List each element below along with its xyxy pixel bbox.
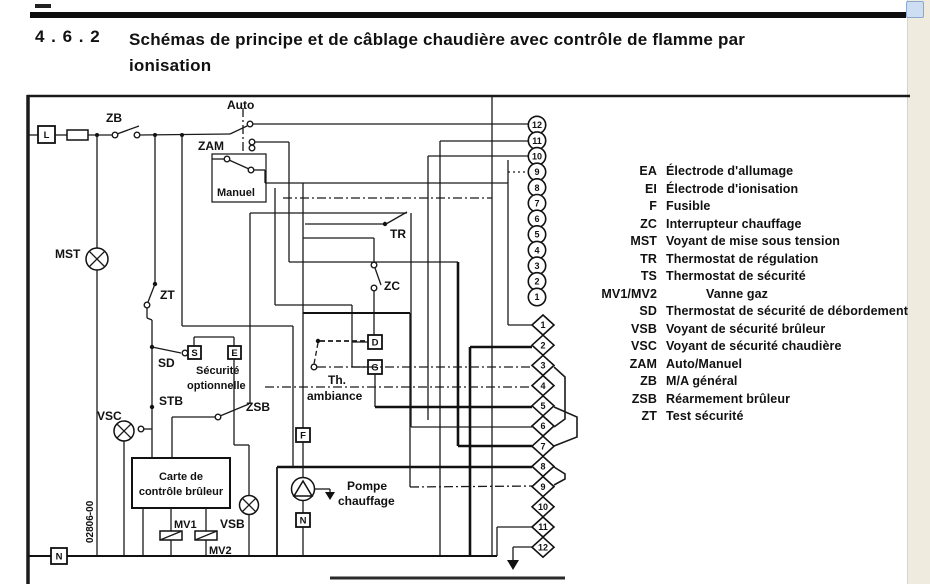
legend-label: Auto/Manuel [666,356,743,371]
legend-abbr: SD [639,304,657,318]
legend-label: Test sécurité [666,409,744,423]
switch-ZSB [172,400,270,458]
vsb-label: VSB [220,517,245,531]
legend-abbr: TR [640,251,657,266]
securite-label1: Sécurité [196,365,240,377]
title-line1: Schémas de principe et de câblage chaudière avec contrôle de flamme par [129,30,746,49]
pompe-label2: chauffage [338,494,395,508]
th-label2: ambiance [307,389,363,403]
schematic-ref-number: 02806-00 [85,500,96,543]
lamp-MST [55,135,108,556]
terminal-F-label: F [300,430,306,442]
terminal-circle-number: 4 [534,245,540,256]
legend-label: Voyant de sécurité chaudière [666,339,842,353]
legend-label: Voyant de sécurité brûleur [666,321,826,336]
terminal-circle-number: 11 [532,135,542,146]
ground-icon [507,560,519,570]
legend-label: Électrode d'allumage [666,164,794,178]
legend-abbr: TS [640,269,657,283]
terminal-N-label: N [55,551,63,563]
connector-strip [532,315,554,557]
switch-TR-blade [386,212,407,224]
terminal-circle-number: 5 [534,229,540,240]
legend-label: Thermostat de régulation [666,251,819,266]
legend-label: Thermostat de sécurité de débordement [666,304,908,318]
legend-abbr: VSB [630,321,657,336]
terminal-circle-number: 10 [531,151,543,162]
terminal-E-label: E [231,348,238,359]
legend-label: M/A général [666,374,738,388]
lamp-VSC [97,409,152,556]
switch-ZB-label: ZB [106,111,122,125]
manuel-label: Manuel [217,187,255,199]
connector-diamond-number: 6 [540,421,546,432]
terminal-L-label: L [43,130,50,141]
connector-diamond-number: 4 [540,380,546,391]
mst-label: MST [55,247,81,261]
terminal-G-label: G [371,362,379,374]
legend-label: Voyant de mise sous tension [666,234,841,248]
terminal-N2-label: N [299,515,307,527]
legend-abbr: ZC [640,216,657,231]
terminal-circle-number: 8 [534,182,540,193]
mv2-label: MV2 [209,545,232,557]
carte-label1: Carte de [158,471,204,483]
legend-abbr: ZSB [631,391,657,406]
terminal-circle-number: 3 [534,260,540,271]
connector-diamond-number: 2 [540,340,546,351]
neutral-rail [28,548,497,564]
title-line2: ionisation [129,56,212,75]
legend-label: Thermostat de sécurité [666,269,806,283]
burner-control-board [132,458,232,557]
legend-label: Vanne gaz [706,286,769,301]
switch-ZAM-blade [230,126,247,134]
sd-label: SD [158,356,175,370]
terminal-strip [528,116,545,305]
terminal-S-label: S [191,348,198,359]
diagram-frame [27,95,910,584]
legend-abbr: F [649,199,657,213]
auto-label: Auto [227,98,255,112]
switch-ZC-blade [375,268,381,285]
legend-label: Fusible [666,199,711,213]
legend-abbr: EA [639,164,657,178]
legend-label: Électrode d'ionisation [666,181,799,196]
terminal-circle-number: 12 [531,120,543,131]
zam-label: ZAM [198,139,224,153]
connector-diamond-number: 9 [540,481,546,492]
legend-abbr: ZB [640,374,657,388]
terminal-circle-number: 2 [534,276,540,287]
legend-abbr: ZAM [629,356,657,371]
connector-diamond-number: 11 [538,522,548,533]
connector-diamond-number: 10 [537,502,549,512]
switch-ZT-blade [148,284,155,302]
zsb-label: ZSB [246,400,270,414]
connector-diamond-number: 5 [540,401,546,411]
pump-branch [292,428,396,556]
tr-label: TR [390,227,406,241]
terminal-circle-number: 1 [534,292,540,303]
terminal-circle-number: 9 [534,167,540,178]
legend-abbr: ZT [641,409,657,423]
legend-label: Réarmement brûleur [666,391,791,406]
selector-ZAM [198,98,266,202]
thermostat-TR [305,212,407,241]
legend-label: Interrupteur chauffage [666,216,802,231]
connector-links [554,367,577,485]
securite-label2: optionnelle [187,380,246,392]
mv1-label: MV1 [174,519,197,531]
vsc-label: VSC [97,409,122,423]
connector-diamond-number: 8 [540,461,546,472]
th-label1: Th. [328,373,346,387]
zt-label: ZT [160,288,175,302]
terminal-D-label: D [371,337,379,349]
terminal-circle-number: 6 [534,214,540,225]
connector-diamond-number: 7 [540,441,546,452]
terminal-circle-number: 7 [534,198,540,209]
zc-label: ZC [384,279,400,293]
section-number: 4 . 6 . 2 [35,27,101,46]
legend-abbr: MV1/MV2 [601,286,657,301]
carte-label2: contrôle brûleur [138,486,224,498]
legend-abbr: VSC [630,339,657,353]
pompe-label1: Pompe [347,479,388,493]
connector-diamond-number: 3 [540,360,546,371]
switch-ZB-contact [112,132,118,138]
connector-diamond-number: 1 [540,320,546,331]
fuse-symbol [67,130,88,140]
arrow-down-icon [325,492,335,500]
legend-abbr: EI [644,181,657,196]
connector-diamond-number: 12 [537,542,549,553]
switch-SD-blade [152,347,181,353]
legend-abbr: MST [630,234,657,248]
stb-label: STB [159,394,183,408]
